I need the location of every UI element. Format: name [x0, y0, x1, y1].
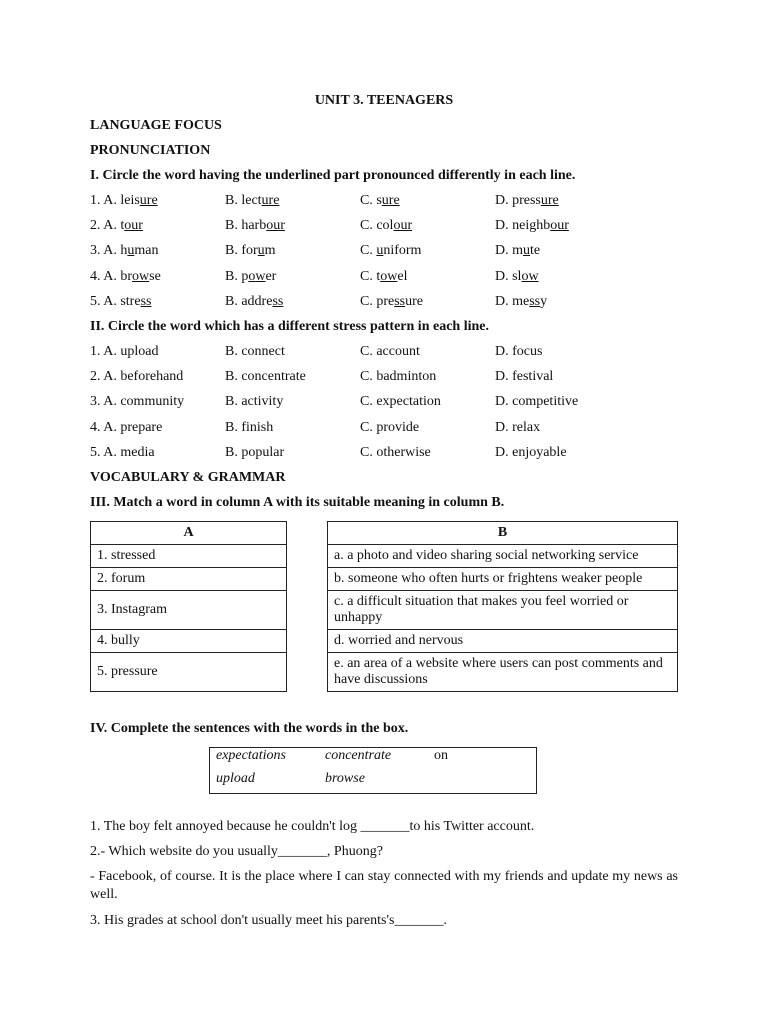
word-box-item: upload [216, 771, 255, 786]
underlined-part: u [523, 243, 530, 259]
underlined-part: u [376, 243, 384, 259]
underlined-part: ss [529, 293, 541, 309]
word-box-item: expectations [216, 748, 286, 763]
exercise-2-row [90, 417, 678, 442]
exercise-1-row [90, 291, 678, 316]
answer-option[interactable] [360, 240, 495, 265]
answer-option[interactable] [360, 190, 495, 215]
column-b-item: b. someone who often hurts or frightens weaker people [328, 567, 678, 590]
answer-option[interactable] [495, 291, 675, 316]
sentence-1: 1. The boy felt annoyed because he couldn't log _______to his Twitter account. [90, 819, 535, 834]
exercise-2-row [90, 366, 678, 391]
exercise-2-row [90, 442, 678, 467]
page-title: UNIT 3. TEENAGERS [314, 93, 454, 108]
exercise-2-heading: II. Circle the word which has a different stress pattern in each line. [90, 318, 489, 334]
option-text: se [149, 268, 161, 284]
answer-option[interactable] [495, 215, 675, 240]
underlined-part: ss [140, 293, 152, 309]
sentence-2: 2.- Which website do you usually_______, Phuong? [90, 844, 383, 859]
worksheet-page [90, 90, 678, 697]
column-a-item: 2. forum [91, 567, 287, 590]
answer-option[interactable]: D. festival [495, 369, 554, 385]
column-a-item: 5. pressure [91, 652, 287, 691]
exercise-1-row [90, 190, 678, 215]
answer-option[interactable] [90, 215, 225, 240]
underlined-part: ow [132, 268, 150, 284]
exercise-1-row [90, 266, 678, 291]
option-text: C. t [360, 268, 381, 284]
option-text: D. m [495, 243, 523, 259]
exercise-2-list [90, 341, 678, 467]
word-box [209, 747, 537, 794]
sentence-2-answer: - Facebook, of course. It is the place where I can stay connected with my friends and update my news as well. [90, 869, 678, 902]
answer-option[interactable]: C. provide [360, 419, 420, 435]
option-text: 1. A. leis [90, 193, 140, 208]
answer-option[interactable] [360, 291, 495, 316]
answer-option[interactable]: 1. A. upload [90, 343, 159, 359]
underlined-part: u [127, 243, 135, 259]
underlined-part: ow [521, 268, 539, 284]
option-text: niform [383, 243, 422, 259]
answer-option[interactable] [225, 190, 360, 215]
column-b-item: e. an area of a website where users can post comments and have discussions [328, 652, 678, 691]
answer-option[interactable] [495, 190, 675, 215]
answer-option[interactable]: B. finish [225, 419, 274, 435]
option-text: 4. A. br [90, 268, 132, 284]
option-text: te [530, 243, 541, 259]
option-text: C. [360, 243, 377, 259]
exercise-3-heading: III. Match a word in column A with its suitable meaning in column B. [90, 494, 505, 510]
option-text: B. lect [225, 193, 262, 208]
answer-option[interactable] [225, 240, 360, 265]
answer-option[interactable]: 4. A. prepare [90, 419, 163, 435]
answer-option[interactable]: C. account [360, 343, 420, 359]
answer-option[interactable] [360, 215, 495, 240]
option-text: C. pre [360, 293, 395, 309]
answer-option[interactable]: B. activity [225, 394, 284, 410]
underlined-part: ss [394, 293, 406, 309]
answer-option[interactable]: C. badminton [360, 369, 437, 385]
answer-option[interactable]: B. connect [225, 343, 285, 359]
answer-option[interactable] [495, 240, 675, 265]
underlined-part: our [393, 218, 413, 234]
answer-option[interactable]: 2. A. beforehand [90, 369, 184, 385]
vocabulary-heading: VOCABULARY & GRAMMAR [90, 469, 286, 485]
language-focus-heading: LANGUAGE FOCUS [90, 118, 222, 133]
underlined-part: our [266, 218, 285, 234]
option-text: man [134, 243, 159, 259]
option-text: er [265, 268, 277, 284]
column-b-item: a. a photo and video sharing social networking service [328, 544, 678, 567]
option-text: y [540, 293, 548, 309]
answer-option[interactable] [90, 266, 225, 291]
underlined-part: ure [139, 193, 158, 208]
exercise-4-heading: IV. Complete the sentences with the words in the box. [90, 721, 409, 736]
answer-option[interactable]: 3. A. community [90, 394, 185, 410]
exercise-1-list [90, 190, 678, 316]
option-text: D. neighb [495, 218, 551, 234]
answer-option[interactable]: C. expectation [360, 394, 441, 410]
answer-option[interactable]: C. otherwise [360, 444, 431, 460]
answer-option[interactable] [225, 266, 360, 291]
column-b-item: d. worried and nervous [328, 629, 678, 652]
answer-option[interactable] [90, 291, 225, 316]
pronunciation-heading: PRONUNCIATION [90, 143, 211, 158]
underlined-part: our [124, 218, 143, 234]
answer-option[interactable] [225, 291, 360, 316]
underlined-part: ure [381, 193, 400, 208]
underlined-part: our [550, 218, 569, 234]
exercise-2-row [90, 391, 678, 416]
answer-option[interactable]: 5. A. media [90, 444, 155, 460]
sentence-3: 3. His grades at school don't usually meet his parents's_______. [90, 913, 447, 928]
exercise-2-row [90, 341, 678, 366]
answer-option[interactable]: D. enjoyable [495, 444, 567, 460]
option-text: el [397, 268, 408, 284]
answer-option[interactable] [225, 215, 360, 240]
exercise-1-row [90, 215, 678, 240]
answer-option[interactable] [90, 190, 225, 215]
answer-option[interactable]: B. concentrate [225, 369, 306, 385]
underlined-part: ow [248, 268, 266, 284]
option-text: m [264, 243, 276, 259]
underlined-part: ss [272, 293, 284, 309]
underlined-part: ure [540, 193, 559, 208]
answer-option[interactable]: D. relax [495, 419, 541, 435]
answer-option[interactable] [360, 266, 495, 291]
option-text: B. addre [225, 293, 273, 309]
column-b-header: B [328, 521, 678, 544]
column-a-item: 4. bully [91, 629, 287, 652]
exercise-1-row [90, 240, 678, 265]
underlined-part: ure [261, 193, 280, 208]
exercise-1-heading: I. Circle the word having the underlined part pronounced differently in each line. [90, 168, 576, 183]
answer-option[interactable] [495, 266, 675, 291]
matching-tables [90, 521, 678, 697]
underlined-part: u [257, 243, 265, 259]
option-text: C. s [360, 193, 382, 208]
option-text: 5. A. stre [90, 293, 141, 309]
answer-option[interactable] [90, 240, 225, 265]
option-text: B. p [225, 268, 249, 284]
word-box-item: browse [325, 771, 365, 786]
option-text: D. press [495, 193, 541, 208]
answer-option[interactable]: B. popular [225, 444, 285, 460]
column-a-item: 3. Instagram [91, 590, 287, 629]
option-text: B. harb [225, 218, 267, 234]
column-b-item: c. a difficult situation that makes you feel worried or unhappy [328, 590, 678, 629]
option-text: ure [405, 293, 424, 309]
option-text: C. col [360, 218, 394, 234]
option-text: B. for [225, 243, 258, 259]
answer-option[interactable]: D. focus [495, 343, 543, 359]
option-text: 3. A. h [90, 243, 128, 259]
column-a-header: A [91, 521, 287, 544]
word-box-item: on [434, 748, 448, 763]
column-b-table [327, 521, 678, 692]
option-text: D. me [495, 293, 530, 309]
option-text: 2. A. t [90, 218, 125, 234]
column-a-table [90, 521, 287, 692]
word-box-item: concentrate [325, 748, 392, 763]
option-text: D. sl [495, 268, 522, 284]
column-a-item: 1. stressed [91, 544, 287, 567]
underlined-part: ow [380, 268, 398, 284]
answer-option[interactable]: D. competitive [495, 394, 579, 410]
